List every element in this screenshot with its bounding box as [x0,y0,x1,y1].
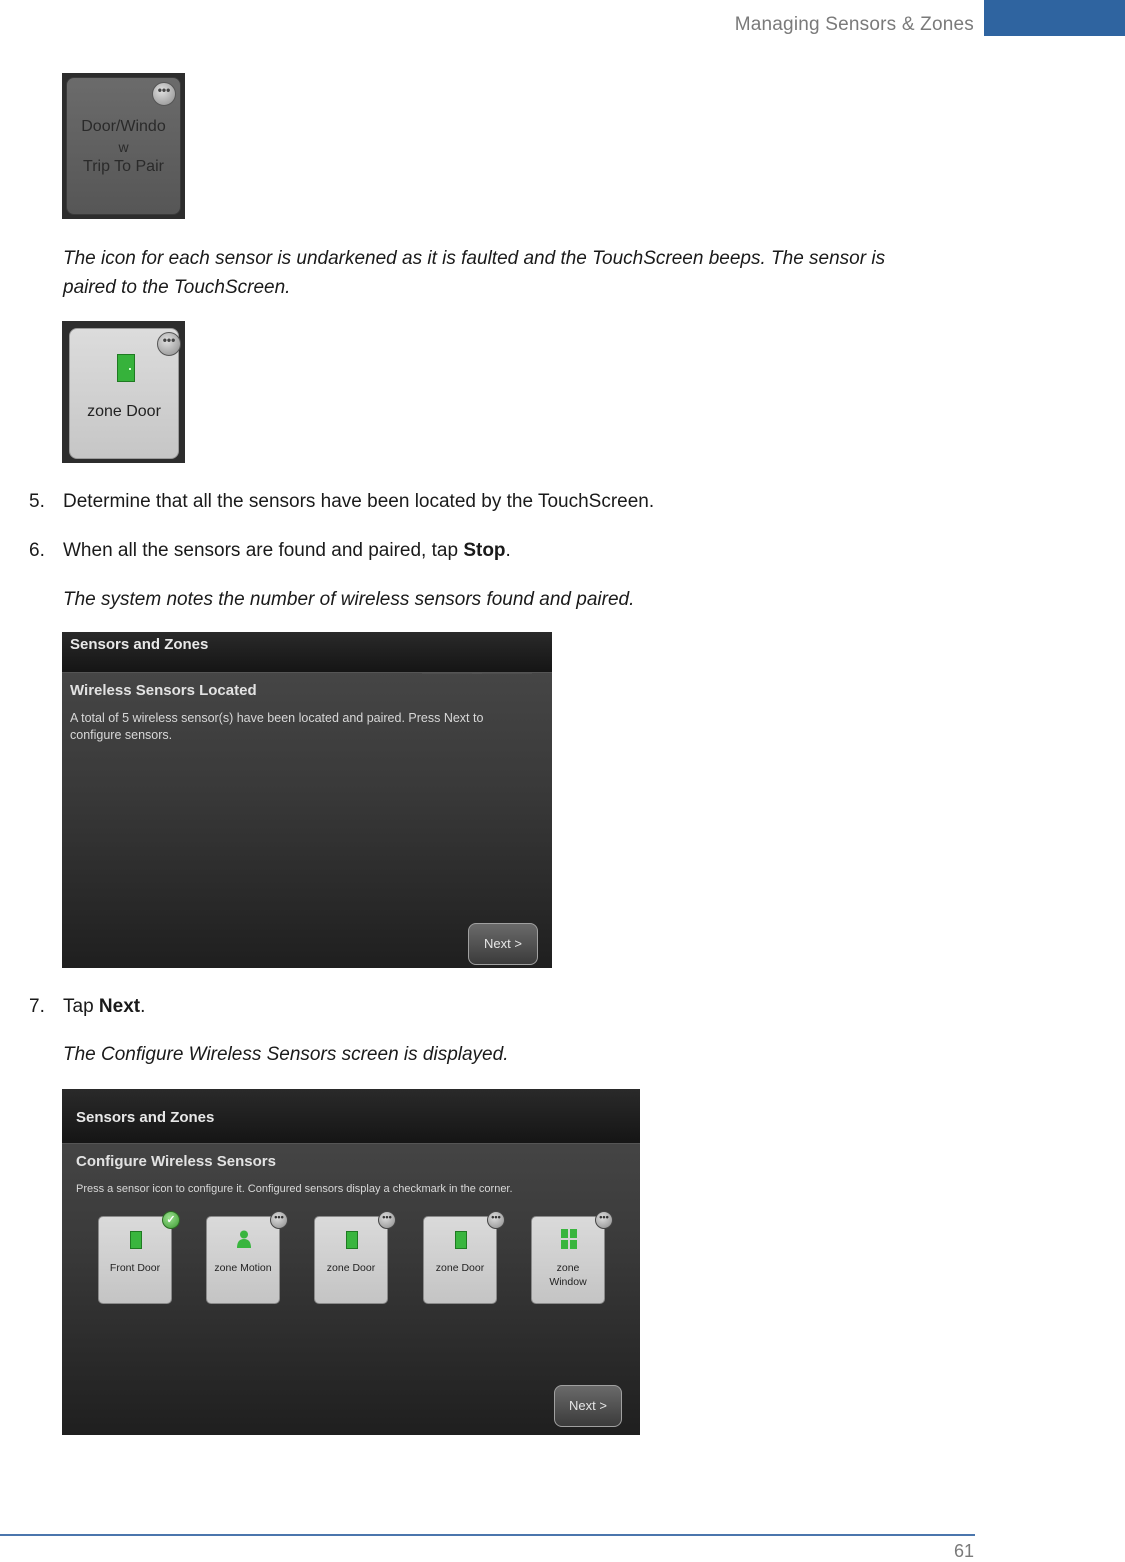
more-options-icon[interactable]: ••• [152,82,176,106]
step-text-end: . [140,996,146,1017]
sensor-tile-paired-image [62,321,185,463]
step-6 [29,536,511,565]
sensor-label [532,1261,604,1289]
window-icon [561,1229,577,1249]
screen-desc-line1: A total of 5 wireless sensor(s) have been located and paired. Press Next to [70,711,484,725]
step7-caption: The Configure Wireless Sensors screen is displayed. [63,1044,509,1065]
step-7 [29,992,145,1021]
tile-paired-label: zone Door [87,403,161,420]
screen-header-title: Sensors and Zones [70,636,209,653]
door-icon [346,1231,358,1249]
step-text: Determine that all the sensors have been located by the TouchScreen. [63,491,655,512]
header-accent-bar [984,0,1125,36]
tile-faulting-line3: Trip To Pair [83,158,164,175]
footer-divider [0,1534,975,1536]
sensor-tile-zone-motion[interactable] [206,1212,284,1304]
step-number: 6. [29,540,45,561]
next-button[interactable]: Next > [468,923,538,965]
screen-header [62,1089,640,1144]
step-number: 5. [29,491,45,512]
sensor-tile-front-door[interactable] [98,1214,176,1304]
sensor-tile-paired[interactable] [69,328,179,459]
sensor-tile-faulting[interactable] [66,77,181,215]
sensor-tile-faulting-image [62,73,185,219]
page-header-title: Managing Sensors & Zones [734,14,974,35]
more-options-icon[interactable]: ••• [595,1211,613,1229]
more-options-icon[interactable]: ••• [157,332,181,356]
more-options-icon[interactable]: ••• [487,1211,505,1229]
step-number: 7. [29,996,45,1017]
screen-desc-line2: configure sensors. [70,728,173,742]
sensor-label: zone Motion [214,1262,272,1274]
sensor-label-line1: zone [556,1262,580,1274]
paired-caption-line1: The icon for each sensor is undarkened as it is faulted and the TouchScreen beeps. The sensor is [63,248,886,269]
step-bold-term: Next [98,996,141,1017]
door-icon [455,1231,467,1249]
more-options-icon[interactable]: ••• [378,1211,396,1229]
door-icon [130,1231,142,1249]
next-button[interactable]: Next > [554,1385,622,1427]
step6-caption: The system notes the number of wireless sensors found and paired. [63,589,635,610]
step-bold-term: Stop [463,540,506,561]
motion-icon [236,1230,252,1248]
sensor-tile-zone-window[interactable] [531,1212,609,1304]
sensor-label-line2: Window [549,1276,587,1288]
checkmark-icon: ✓ [162,1211,180,1229]
screen-subtitle: Wireless Sensors Located [70,682,257,699]
screen-header-title: Sensors and Zones [76,1109,215,1126]
sensor-label: zone Door [326,1262,376,1274]
more-options-icon[interactable]: ••• [270,1211,288,1229]
tile-faulting-line2: w [118,139,129,155]
step-text-end: . [505,540,511,561]
wireless-sensors-located-screen [62,632,552,968]
screen-desc: Press a sensor icon to configure it. Configured sensors display a checkmark in the corner. [76,1183,513,1195]
step-text: Tap [63,996,99,1017]
step-5 [29,487,654,516]
screen-header [62,632,552,673]
sensor-tile-zone-door-2[interactable] [423,1212,501,1304]
step-text: When all the sensors are found and paired, tap [63,540,464,561]
sensor-label: zone Door [435,1262,485,1274]
page-number: 61 [953,1541,974,1561]
tile-faulting-line1: Door/Windo [81,118,166,135]
screen-subtitle: Configure Wireless Sensors [76,1153,276,1170]
sensor-label: Front Door [109,1262,161,1274]
configure-wireless-sensors-screen [62,1089,640,1435]
paired-caption-line2: paired to the TouchScreen. [63,277,291,298]
sensor-tile-zone-door[interactable] [314,1212,392,1304]
door-icon [117,354,135,382]
